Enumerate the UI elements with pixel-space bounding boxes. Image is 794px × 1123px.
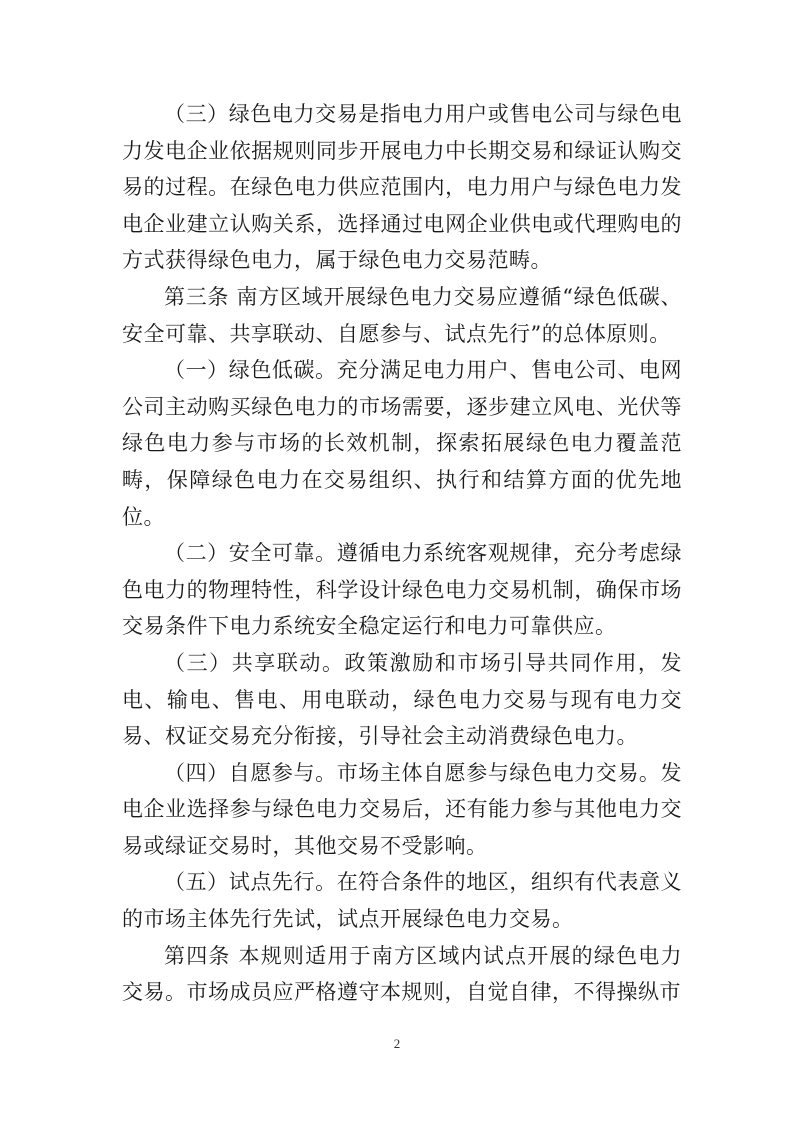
paragraph-principle-shared-linkage: （三）共享联动。政策激励和市场引导共同作用，发电、输电、售电、用电联动，绿色电力交易与现有电力交易、权证交易充分衔接，引导社会主动消费绿色电力。 [122,650,682,749]
paragraph-principle-voluntary: （四）自愿参与。市场主体自愿参与绿色电力交易。发电企业选择参与绿色电力交易后，还有能力参与其他电力交易或绿证交易时，其他交易不受影响。 [122,760,682,858]
paragraph-article-3: 第三条 南方区域开展绿色电力交易应遵循“绿色低碳、安全可靠、共享联动、自愿参与、试点先行”的总体原则。 [122,284,682,346]
paragraph-green-power-trading-definition: （三）绿色电力交易是指电力用户或售电公司与绿色电力发电企业依据规则同步开展电力中长期交易和绿证认购交易的过程。在绿色电力供应范围内，电力用户与绿色电力发电企业建立认购关系，选择通过电网企业供电或代理购电的方式获得绿色电力，属于绿色电力交易范畴。 [122,102,682,273]
paragraph-article-4: 第四条 本规则适用于南方区域内试点开展的绿色电力交易。市场成员应严格遵守本规则，自觉自律，不得操纵市 [122,943,682,1005]
page-number: 2 [393,1036,401,1051]
document-body [122,96,682,1011]
paragraph-principle-safe-reliable: （二）安全可靠。遵循电力系统客观规律，充分考虑绿色电力的物理特性，科学设计绿色电力交易机制，确保市场交易条件下电力系统安全稳定运行和电力可靠供应。 [122,541,682,639]
paragraph-principle-green-low-carbon: （一）绿色低碳。充分满足电力用户、售电公司、电网公司主动购买绿色电力的市场需要，逐步建立风电、光伏等绿色电力参与市场的长效机制，探索拓展绿色电力覆盖范畴，保障绿色电力在交易组织、执行和结算方面的优先地位。 [122,358,682,529]
paragraph-principle-pilot-first: （五）试点先行。在符合条件的地区，组织有代表意义的市场主体先行先试，试点开展绿色电力交易。 [122,870,682,932]
